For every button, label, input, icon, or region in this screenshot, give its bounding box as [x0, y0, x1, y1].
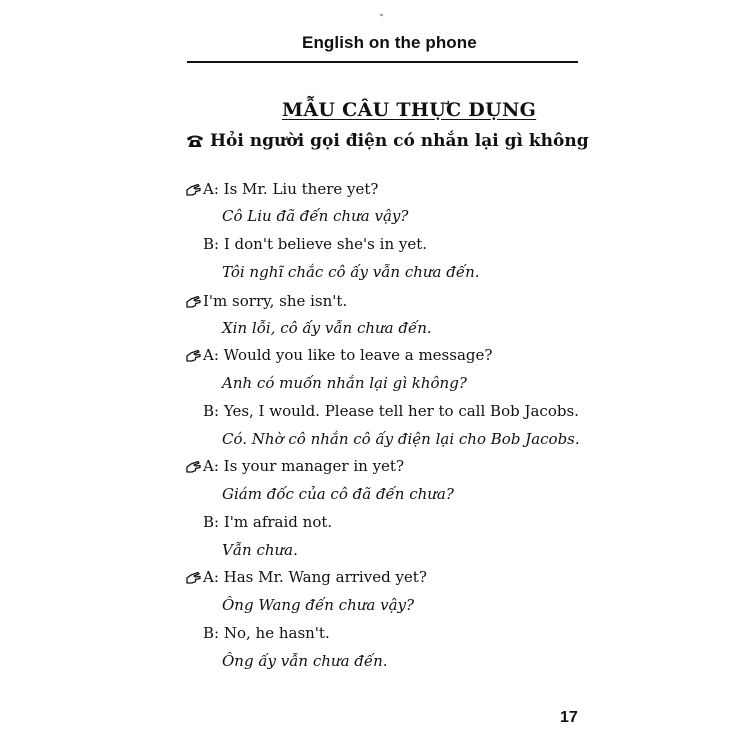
dialogue-line: A: Has Mr. Wang arrived yet?: [203, 568, 427, 586]
dialogue-line: A: Is your manager in yet?: [203, 457, 404, 475]
running-header-title: English on the phone: [302, 33, 477, 52]
pointing-hand-icon: [186, 349, 202, 363]
dialogue-translation: Cô Liu đã đến chưa vậy?: [222, 207, 409, 225]
telephone-icon: [186, 134, 204, 148]
dialogue-translation: Tôi nghĩ chắc cô ấy vẫn chưa đến.: [222, 263, 480, 281]
dialogue-line: A: Is Mr. Liu there yet?: [203, 180, 379, 198]
dialogue-line: B: Yes, I would. Please tell her to call Bob Jacobs.: [203, 402, 579, 420]
dialogue-translation: Có. Nhờ cô nhắn cô ấy điện lại cho Bob Jacobs.: [222, 430, 580, 448]
dialogue-translation: Ông Wang đến chưa vậy?: [222, 596, 415, 614]
dialogue-translation: Giám đốc của cô đã đến chưa?: [222, 485, 454, 503]
scan-speck: [380, 13, 384, 16]
pointing-hand-icon: [186, 571, 202, 585]
header-rule: [187, 61, 578, 63]
pointing-hand-icon: [186, 460, 202, 474]
dialogue-line: A: Would you like to leave a message?: [203, 346, 493, 364]
section-heading: MẪU CÂU THỰC DỤNG: [282, 99, 537, 121]
dialogue-translation: Ông ấy vẫn chưa đến.: [222, 652, 388, 670]
subheading: [186, 131, 589, 151]
dialogue-line: B: No, he hasn't.: [203, 624, 330, 642]
dialogue-line: B: I'm afraid not.: [203, 513, 333, 531]
page-number: 17: [560, 709, 578, 726]
pointing-hand-icon: [186, 295, 202, 309]
dialogue-translation: Anh có muốn nhắn lại gì không?: [222, 374, 467, 392]
subheading-text: Hỏi người gọi điện có nhắn lại gì không: [210, 131, 589, 151]
dialogue-line: B: I don't believe she's in yet.: [203, 235, 428, 253]
dialogue-line: I'm sorry, she isn't.: [203, 292, 348, 310]
dialogue-translation: Vẫn chưa.: [222, 541, 298, 559]
dialogue-translation: Xin lỗi, cô ấy vẫn chưa đến.: [222, 319, 432, 337]
pointing-hand-icon: [186, 183, 202, 197]
